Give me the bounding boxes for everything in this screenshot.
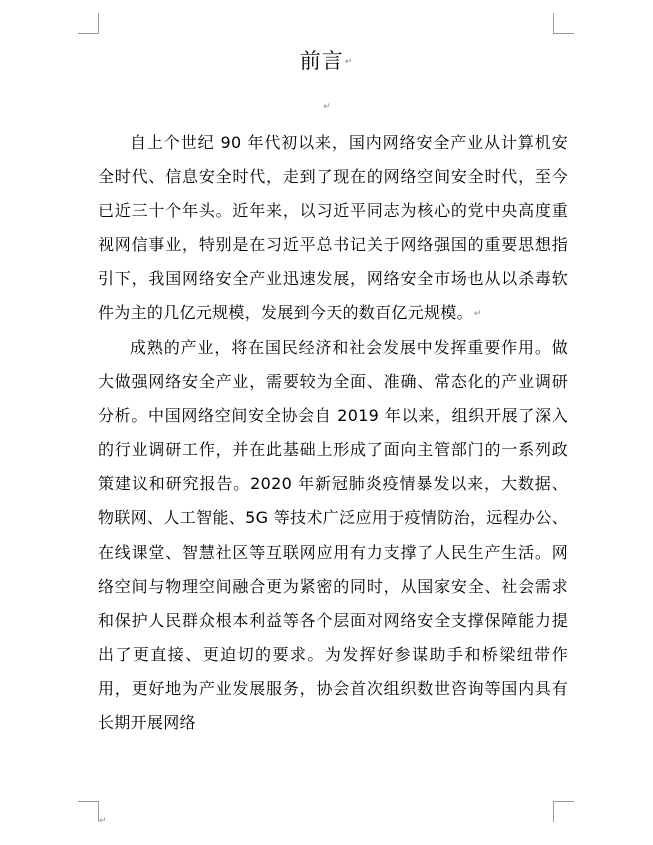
paragraph-mark-icon: ↵ [99,815,107,826]
paragraph-mark-icon: ↵ [323,101,331,112]
crop-mark-bottom-left [78,801,99,822]
paragraph-2-text: 成熟的产业，将在国民经济和社会发展中发挥重要作用。做大做强网络安全产业，需要较为全面、准确、常态化的产业调研分析。中国网络空间安全协会自 2019 年以来，组织开展了深入的行业调研工作，并在此基础上形成了面向主管部门的一系列政策建议和研究报告。2020 年新冠肺炎疫情暴发以来，大数据、物联网、人工智能、5G 等技术广泛应用于疫情防治，远程办公、在线课堂、智慧社区等互联网应用有力支撑了人民生产生活。网络空间与物理空间融合更为紧密的同时，从国家安全、社会需求和保护人民群众根本利益等各个层面对网络安全支撑保障能力提出了更直接、更迫切的要求。为发挥好参谋助手和桥梁纽带作用，更好地为产业发展服务，协会首次组织数世咨询等国内具有长期开展网络 [98,338,568,733]
paragraph-mark-icon: ↵ [344,57,354,67]
footer-paragraph [98,814,107,827]
document-title [0,45,653,78]
document-body [98,126,568,740]
paragraph-1-text: 自上个世纪 90 年代初以来，国内网络安全产业从计算机安全时代、信息安全时代，走到了现在的网络空间安全时代，至今已近三十个年头。近年来，以习近平同志为核心的党中央高度重视网信事业，特别是在习近平总书记关于网络强国的重要思想指引下，我国网络安全产业迅速发展，网络安全市场也从以杀毒软件为主的几亿元规模，发展到今天的数百亿元规模。 [98,133,568,323]
crop-mark-bottom-right [553,801,574,822]
crop-mark-top-right [553,13,574,34]
crop-mark-top-left [78,13,99,34]
empty-paragraph [0,96,653,117]
title-text: 前言 [299,49,344,73]
paragraph-mark-icon: ↵ [473,308,482,319]
paragraph-1 [98,126,568,331]
paragraph-2 [98,331,568,740]
